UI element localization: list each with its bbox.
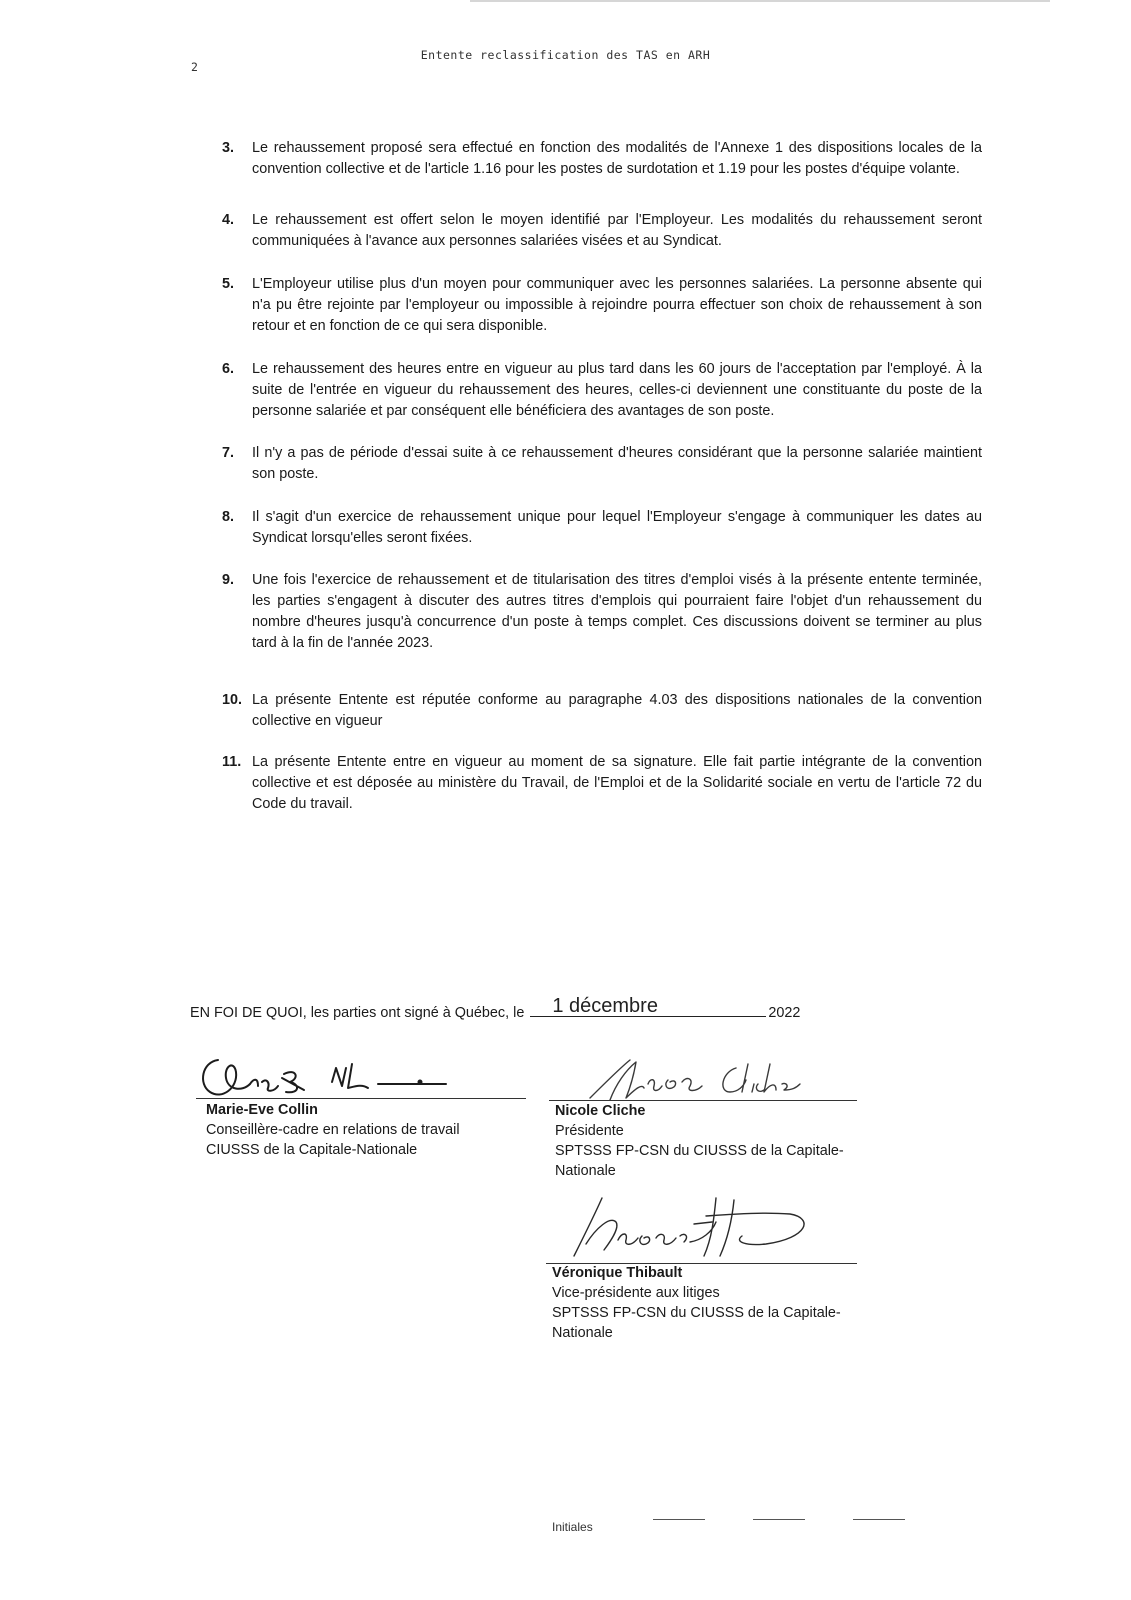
clause-number: 10. (222, 692, 243, 708)
clause-number: 4. (222, 212, 235, 228)
clause-10 (222, 690, 982, 732)
page-number: 2 (191, 60, 198, 74)
clause-number: 9. (222, 572, 235, 588)
signatory-block (555, 1101, 860, 1181)
attestation-date: 1 décembre (552, 995, 658, 1017)
clause-6 (222, 359, 982, 422)
clause-text: La présente Entente est réputée conforme au paragraphe 4.03 des dispositions nationales de la convention collective en vigueur (252, 692, 982, 729)
signatory-block (206, 1100, 460, 1160)
signatory-title: Conseillère-cadre en relations de travail (206, 1122, 460, 1138)
attestation-prefix: EN FOI DE QUOI, les parties ont signé à Québec, le (190, 1005, 525, 1021)
clause-text: Il n'y a pas de période d'essai suite à ce rehaussement d'heures considérant que la personne salariée maintient son poste. (252, 445, 982, 482)
clause-number: 6. (222, 361, 235, 377)
clause-text: Une fois l'exercice de rehaussement et de titularisation des titres d'emploi visés à la présente entente terminée, les parties s'engagent à discuter des autres titres d'emplois qui pourraient faire l'objet d'un rehaussement du nombre d'heures jusqu'à concurrence d'un poste à temps complet. Ces discussions doivent se terminer au plus tard à la fin de l'année 2023. (252, 572, 982, 651)
initials-line (653, 1519, 705, 1520)
clause-number: 8. (222, 509, 235, 525)
clause-9 (222, 570, 982, 654)
clause-3 (222, 138, 982, 180)
clause-number: 7. (222, 445, 235, 461)
clause-5 (222, 274, 982, 337)
clause-text: La présente Entente entre en vigueur au moment de sa signature. Elle fait partie intégrante de la convention collective et est déposée au ministère du Travail, de l'Emploi et de la Solidarité sociale en vertu de l'article 72 du Code du travail. (252, 754, 982, 812)
signatory-title: Vice-présidente aux litiges (552, 1285, 720, 1301)
clause-8 (222, 507, 982, 549)
clause-text: Le rehaussement des heures entre en vigueur au plus tard dans les 60 jours de l'acceptation par l'employé. À la suite de l'entrée en vigueur du rehaussement des heures, celles-ci deviennent une constituante du poste de la personne salariée et par conséquent elle bénéficiera des avantages de son poste. (252, 361, 982, 419)
signature-nicole-cliche (586, 1054, 846, 1106)
signatory-name: Nicole Cliche (555, 1103, 646, 1119)
clause-text: Le rehaussement est offert selon le moyen identifié par l'Employeur. Les modalités du rehaussement seront communiquées à l'avance aux personnes salariées visées et au Syndicat. (252, 212, 982, 249)
clause-7 (222, 443, 982, 485)
attestation-line (190, 995, 801, 1021)
signature-line (196, 1098, 526, 1099)
signatory-org: SPTSSS FP-CSN du CIUSSS de la Capitale-Nationale (552, 1305, 841, 1341)
signatory-block (552, 1263, 857, 1343)
date-field (530, 995, 766, 1017)
clause-4 (222, 210, 982, 252)
clause-text: Le rehaussement proposé sera effectué en fonction des modalités de l'Annexe 1 des dispositions locales de la convention collective et de l'article 1.16 pour les postes de surdotation et 1.19 pour les postes d'équipe volante. (252, 140, 982, 177)
signatory-org: CIUSSS de la Capitale-Nationale (206, 1142, 418, 1158)
clause-number: 5. (222, 276, 235, 292)
clause-11 (222, 752, 982, 815)
page-header-title: Entente reclassification des TAS en ARH (420, 48, 711, 62)
initials-line (753, 1519, 805, 1520)
signatory-org: SPTSSS FP-CSN du CIUSSS de la Capitale-Nationale (555, 1143, 844, 1179)
signatory-name: Marie-Eve Collin (206, 1102, 318, 1118)
clause-number: 3. (222, 140, 235, 156)
signatory-title: Présidente (555, 1123, 624, 1139)
scan-edge-line (470, 0, 1050, 2)
initials-line (853, 1519, 905, 1520)
signatory-name: Véronique Thibault (552, 1265, 683, 1281)
clause-text: Il s'agit d'un exercice de rehaussement unique pour lequel l'Employeur s'engage à communiquer les dates au Syndicat lorsqu'elles seront fixées. (252, 509, 982, 546)
signature-veronique-thibault (566, 1192, 836, 1264)
initials-label: Initiales (552, 1520, 593, 1534)
clause-text: L'Employeur utilise plus d'un moyen pour communiquer avec les personnes salariées. La personne absente qui n'a pu être rejointe par l'employeur ou impossible à rejoindre pourra effectuer son choix de rehaussement à son retour et en fonction de ce qui sera disponible. (252, 276, 982, 334)
clause-number: 11. (222, 754, 242, 770)
attestation-year: 2022 (768, 1005, 801, 1021)
